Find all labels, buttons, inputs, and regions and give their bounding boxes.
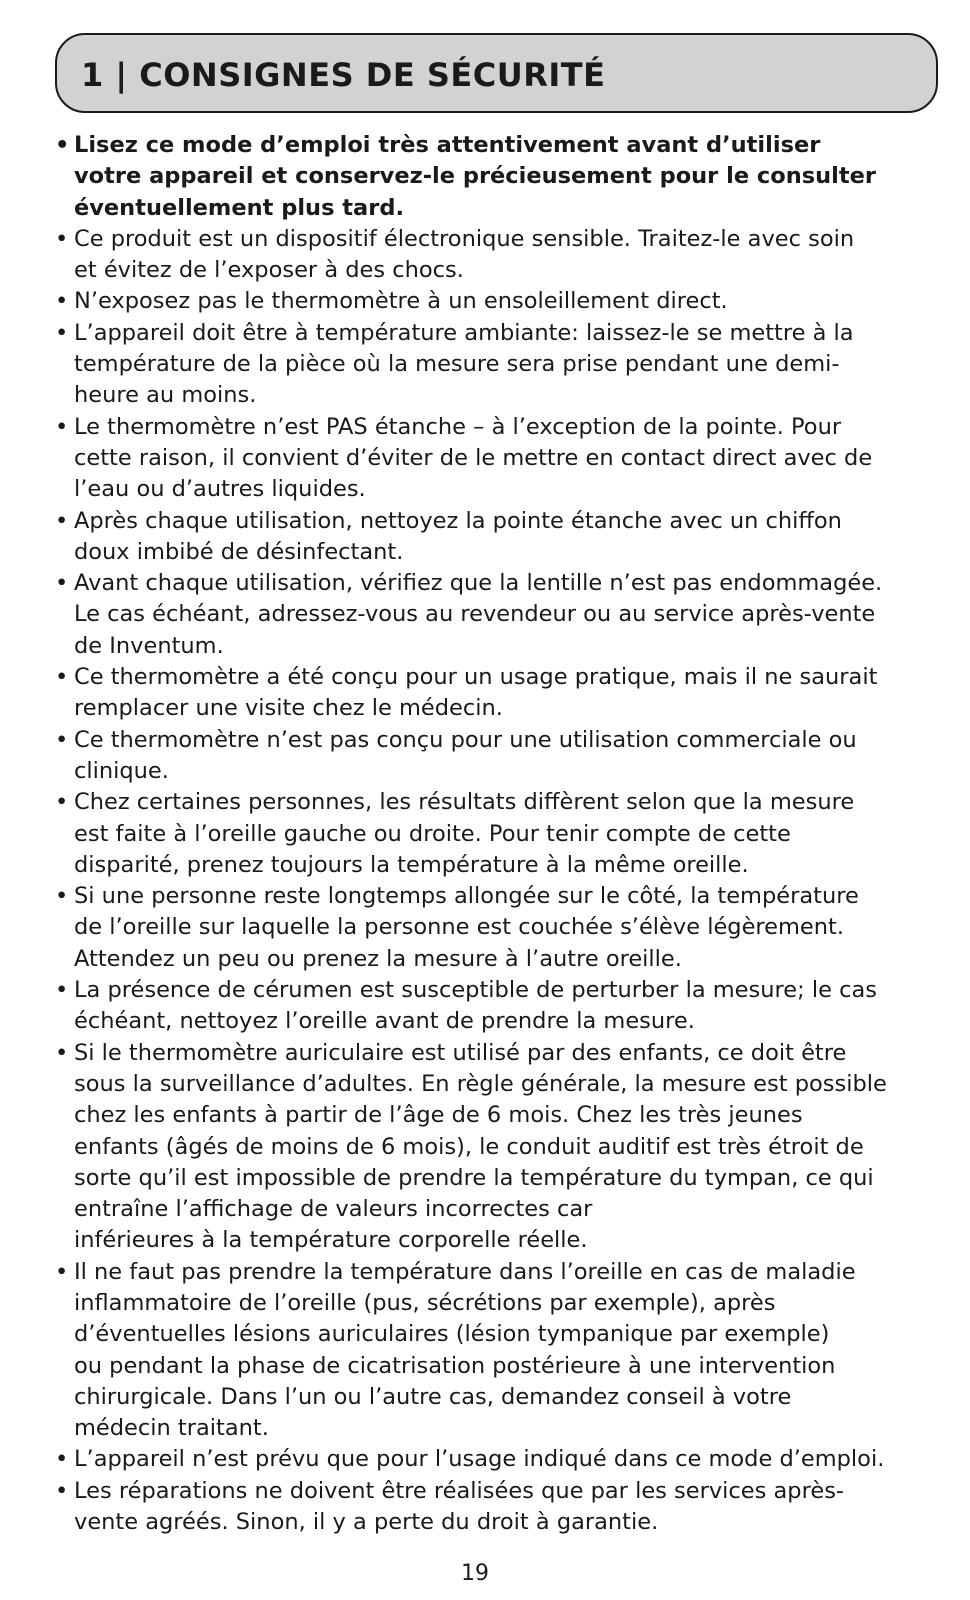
instruction-text-line: Attendez un peu ou prenez la mesure à l’autre oreille. (74, 945, 682, 972)
instruction-text-line: Lisez ce mode d’emploi très attentivement avant d’utiliser (74, 132, 821, 158)
bullet-marker: • (55, 664, 69, 691)
bullet-marker: • (55, 1258, 69, 1285)
instruction-text-line: Avant chaque utilisation, vérifiez que la lentille n’est pas endommagée. (74, 570, 883, 597)
instruction-text-line: Le thermomètre n’est PAS étanche – à l’exception de la pointe. Pour (74, 413, 842, 440)
instruction-text-line: enfants (âgés de moins de 6 mois), le conduit auditif est très étroit de (74, 1133, 864, 1160)
instruction-text-line: est faite à l’oreille gauche ou droite. Pour tenir compte de cette (74, 820, 791, 847)
instruction-text-line: l’eau ou d’autres liquides. (74, 476, 366, 503)
instruction-text-line: Chez certaines personnes, les résultats diffèrent selon que la mesure (74, 789, 855, 816)
safety-instructions-list (0, 130, 970, 1538)
instruction-text-line: vente agréés. Sinon, il y a perte du droit à garantie. (74, 1509, 659, 1536)
safety-instruction-item (0, 412, 970, 506)
safety-instruction-item (0, 1038, 970, 1257)
bullet-marker: • (55, 507, 69, 534)
instruction-text-line: Si une personne reste longtemps allongée sur le côté, la température (74, 883, 859, 910)
safety-instruction-item (0, 1444, 970, 1475)
instruction-text-line: Ce produit est un dispositif électronique sensible. Traitez-le avec soin (74, 225, 855, 252)
instruction-text-line: L’appareil doit être à température ambiante: laissez-le se mettre à la (74, 319, 854, 346)
safety-instruction-item (0, 1476, 970, 1539)
instruction-text-line: remplacer une visite chez le médecin. (74, 695, 503, 722)
safety-instruction-item (0, 224, 970, 287)
instruction-text-line: inflammatoire de l’oreille (pus, sécrétions par exemple), après (74, 1289, 776, 1316)
bullet-marker: • (55, 319, 69, 346)
bullet-marker: • (55, 570, 69, 597)
instruction-text-line: ou pendant la phase de cicatrisation postérieure à une intervention (74, 1352, 836, 1379)
instruction-text-line: cette raison, il convient d’éviter de le mettre en contact direct avec de (74, 444, 873, 471)
bullet-marker: • (55, 225, 69, 252)
instruction-text-line: votre appareil et conservez-le précieusement pour le consulter (74, 163, 876, 190)
section-header (55, 33, 938, 113)
bullet-marker: • (55, 789, 69, 816)
bullet-marker: • (55, 977, 69, 1004)
bullet-marker: • (55, 1039, 69, 1066)
bullet-marker: • (55, 1446, 69, 1473)
section-title: 1 | CONSIGNES DE SÉCURITÉ (81, 56, 606, 94)
instruction-text-line: entraîne l’affichage de valeurs incorrectes car (74, 1196, 593, 1223)
instruction-text-line: et évitez de l’exposer à des chocs. (74, 257, 464, 284)
bullet-marker: • (55, 1477, 69, 1504)
instruction-text-line: inférieures à la température corporelle réelle. (74, 1227, 588, 1254)
instruction-text-line: Ce thermomètre a été conçu pour un usage pratique, mais il ne saurait (74, 664, 878, 691)
safety-instruction-item (0, 975, 970, 1038)
bullet-marker: • (55, 413, 69, 440)
instruction-text-line: chirurgicale. Dans l’un ou l’autre cas, demandez conseil à votre (74, 1383, 792, 1410)
safety-instruction-item (0, 130, 970, 224)
instruction-text-line: de l’oreille sur laquelle la personne est couchée s’élève légèrement. (74, 914, 845, 941)
instruction-text-line: de Inventum. (74, 632, 224, 659)
bullet-marker: • (55, 883, 69, 910)
safety-instruction-item (0, 318, 970, 412)
safety-instruction-item (0, 881, 970, 975)
instruction-text-line: disparité, prenez toujours la température à la même oreille. (74, 851, 749, 878)
safety-instruction-item (0, 662, 970, 725)
instruction-text-line: Si le thermomètre auriculaire est utilisé par des enfants, ce doit être (74, 1039, 847, 1066)
instruction-text-line: heure au moins. (74, 382, 257, 409)
page-number: 19 (461, 1561, 489, 1586)
instruction-text-line: Les réparations ne doivent être réalisées que par les services après- (74, 1477, 845, 1504)
instruction-text-line: Il ne faut pas prendre la température dans l’oreille en cas de maladie (74, 1258, 856, 1285)
instruction-text-line: Ce thermomètre n’est pas conçu pour une utilisation commerciale ou (74, 726, 857, 753)
instruction-text-line: doux imbibé de désinfectant. (74, 538, 404, 565)
instruction-text-line: N’exposez pas le thermomètre à un ensoleillement direct. (74, 288, 728, 315)
bullet-marker: • (55, 288, 69, 315)
instruction-text-line: éventuellement plus tard. (74, 194, 404, 221)
safety-instruction-item (0, 725, 970, 788)
safety-instruction-item (0, 568, 970, 662)
safety-instruction-item (0, 286, 970, 317)
safety-instruction-item (0, 506, 970, 569)
instruction-text-line: sorte qu’il est impossible de prendre la température du tympan, ce qui (74, 1164, 874, 1191)
safety-instruction-item (0, 787, 970, 881)
safety-instruction-item (0, 1257, 970, 1445)
instruction-text-line: température de la pièce où la mesure sera prise pendant une demi- (74, 351, 840, 378)
instruction-text-line: Après chaque utilisation, nettoyez la pointe étanche avec un chiffon (74, 507, 842, 534)
bullet-marker: • (55, 132, 70, 158)
bullet-marker: • (55, 726, 69, 753)
instruction-text-line: sous la surveillance d’adultes. En règle générale, la mesure est possible (74, 1070, 887, 1097)
instruction-text-line: La présence de cérumen est susceptible de perturber la mesure; le cas (74, 977, 877, 1004)
instruction-text-line: échéant, nettoyez l’oreille avant de prendre la mesure. (74, 1008, 695, 1035)
instruction-text-line: médecin traitant. (74, 1415, 269, 1442)
instruction-text-line: clinique. (74, 757, 169, 784)
instruction-text-line: Le cas échéant, adressez-vous au revendeur ou au service après-vente (74, 601, 876, 628)
instruction-text-line: chez les enfants à partir de l’âge de 6 mois. Chez les très jeunes (74, 1102, 803, 1129)
instruction-text-line: d’éventuelles lésions auriculaires (lésion tympanique par exemple) (74, 1321, 830, 1348)
instruction-text-line: L’appareil n’est prévu que pour l’usage indiqué dans ce mode d’emploi. (74, 1446, 885, 1473)
